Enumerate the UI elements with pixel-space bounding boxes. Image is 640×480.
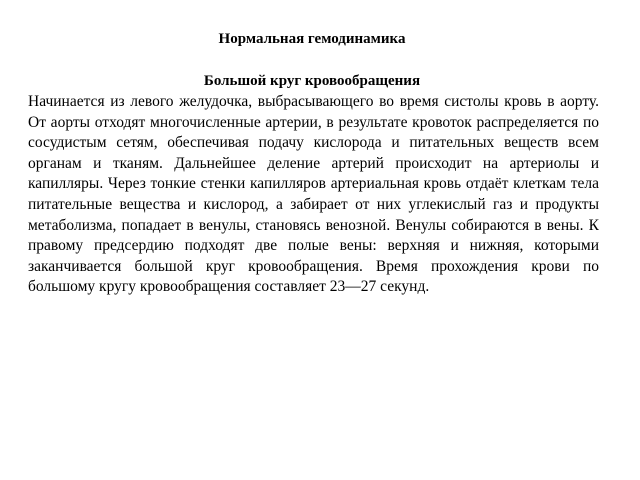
section-title: Большой круг кровообращения [203, 73, 421, 89]
body-paragraph: Начинается из левого желудочка, выбрасывающего во время систолы кровь в аорту. От аорты отходят многочисленные артерии, в результате кровоток распределяется по сосудистым сетям, обеспечивая подачу кислорода и питательных веществ всем органам и тканям. Дальнейшее деление артерий происходит на артериолы и капилляры. Через тонкие стенки капилляров артериальная кровь отдаёт клеткам тела питательные вещества и кислород, а забирает от них углекислый газ и продукты метаболизма, попадает в венулы, становясь венозной. Венулы собираются в вены. К правому предсердию подходят две полые вены: верхняя и нижняя, которыми заканчивается большой круг кровообращения. Время прохождения крови по большому кругу кровообращения составляет 23—27 секунд. [28, 93, 599, 296]
page-title: Нормальная гемодинамика [218, 31, 406, 47]
